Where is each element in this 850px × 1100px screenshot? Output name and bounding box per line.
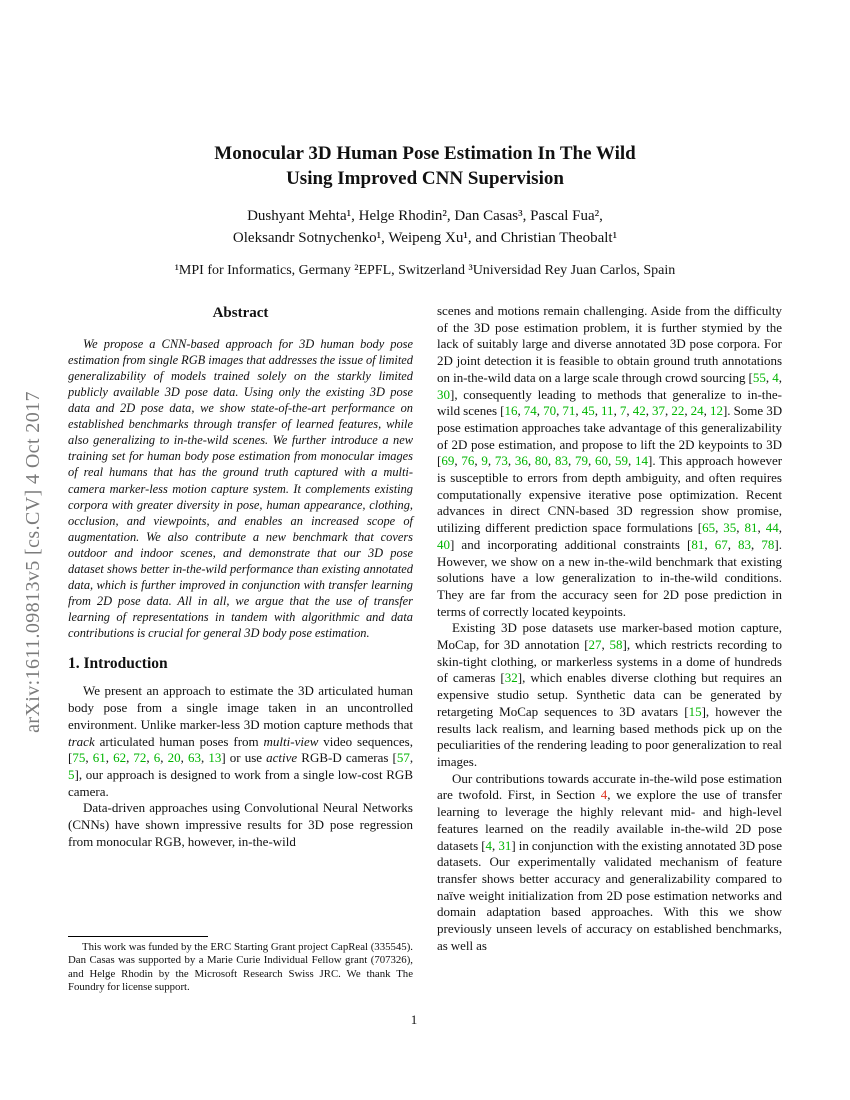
citation-link[interactable]: 78 [761,536,775,552]
text-segment: , [547,453,555,469]
text-segment: Data-driven approaches using Convolutional Neural Networks (CNNs) have shown impressive results for 3D pose regression from monocular RGB, however, in-the-wild [68,800,413,849]
citation-link[interactable]: 14 [635,453,648,469]
text-segment: ], however the results lack realism, and learning based methods pick up on the peculiarities of the rendering leading to poor generalization to real images. [437,703,782,769]
text-segment: ] and incorporating additional constraints [ [450,536,692,552]
text-segment: video sequences, [ [68,733,413,766]
text-segment: , [715,520,724,536]
abstract-heading: Abstract [212,305,269,321]
citation-link[interactable]: 24 [690,403,704,419]
citation-link[interactable]: 57 [396,750,410,766]
text-segment: , [778,520,783,536]
text-segment: , [626,403,633,419]
citation-link[interactable]: 59 [614,453,628,469]
text-segment: , [703,403,710,419]
text-segment: Our contributions towards accurate in-the-wild pose estimation are twofold. First, in Section [437,770,782,803]
citation-link[interactable]: 61 [92,750,106,766]
text-segment: ]. However, we show on a new in-the-wild benchmark that existing solutions have a low generalization to in-the-wild conditions. They are far from the accuracy seen for 2D pose prediction in terms of correctly located keypoints. [437,536,782,619]
citation-link[interactable]: 45 [581,403,595,419]
affiliations: ¹MPI for Informatics, Germany ²EPFL, Switzerland ³Universidad Rey Juan Carlos, Spain [174,263,676,278]
text-segment: track [68,733,95,749]
text-segment: ], our approach is designed to work from a single low-cost RGB camera. [68,767,413,799]
paper-page: arXiv:1611.09813v5 [cs.CV] 4 Oct 2017 Monocular 3D Human Pose Estimation In The Wild Using Improved CNN Supervision Dushyant Mehta¹, Helge Rhodin², Dan Casas³, Pascal Fua², Oleksandr Sotnychenko¹, Weipeng Xu¹, and Christian Theobalt¹ ¹MPI for Informatics, Germany ²EPFL, Switzerland ³Universidad Rey Juan Carlos, Spain Abstract We propose a CNN-based approach for 3D human body pose estimation from single RGB images that addresses the issue of limited generalizability of models trained solely on the starkly limited publicly available 3D pose data. Using only the existing 3D pose data and 2D pose data, we show state-of-the-art performance on established benchmarks through transfer of learned features, while also generalizing to in-the-wild scenes. We further introduce a new training set for human body pose estimation from monocular images of real humans that has the ground truth captured with a multi-camera marker-less motion capture system. It complements existing corpora with greater diversity in pose, human appearance, clothing, occlusion, and viewpoints, and enables an increased scope of augmentation. We also contribute a new benchmark that covers outdoor and indoor scenes, and demonstrate that our 3D pose dataset shows better in-the-wild performance than existing annotated data, which is further improved in conjunction with transfer learning from 2D pose data. All in all, we argue that the use of transfer learning of representations in tandem with algorithmic and data contributions is crucial for general 3D body pose estimation. 1. Introduction We present an approach to estimate the 3D articulated human body pose from a single image taken in an uncontrolled environment. Unlike marker-less 3D motion capture methods that track articulated human poses from multi-view video sequences, [75, 61, 62, 72, 6, 20, 63, 13] or use active RGB-D cameras [57, 5], our approach is designed to work from a single low-cost RGB camera. Data-driven approaches using Convolutional Neural Networks (CNNs) have shown impressive results for 3D pose regression from monocular RGB, however, in-the-wild scenes and motions remain challenging. Aside from the difficulty of the 3D pose estimation problem, it is further stymied by the lack of suitably large and diverse annotated 3D pose corpora. For 2D joint detection it is feasible to obtain ground truth annotations on in-the-wild data on a large scale through crowd sourcing [55, 4, 30], consequently leading to methods that generalize to in-the-wild scenes [16, 74, 70, 71, 45, 11, 7, 42, 37, 22, 24, 12]. Some 3D pose estimation approaches take advantage of this generalizability of 2D pose estimation, and propose to lift the 2D keypoints to 3D [69, 76, 9, 73, 36, 80, 83, 79, 60, 59, 14]. This approach however is susceptible to errors from depth ambiguity, and often requires computationally expensive iterative pose optimization. Recent advances in direct CNN-based 3D regression show promise, utilizing different prediction space formulations [65, 35, 81, 44, 40] and incorporating additional constraints [81, 67, 83, 78]. However, we show on a new in-the-wild benchmark that existing solutions have a low generalization to in-the-wild conditions. They are far from the accuracy seen for 2D pose prediction in terms of correctly located keypoints. Existing 3D pose datasets use marker-based motion capture, MoCap, for 3D annotation [27, 58], which restricts recording to skin-tight clothing, or markerless systems in a dome of hundreds of cameras [32], which enables diverse clothing but requires an expensive studio setup. Synthetic data can be generated by retargeting MoCap sequences to 3D avatars [15], however the results lack realism, and learning based methods pick up on the peculiarities of the rendering leading to poor generalization to real images. Our contributions towards accurate in-the-wild pose estimation are twofold. First, in Section 4, we explore the use of transfer learning to leverage the highly relevant mid- and high-level features learned on the readily available in-the-wild 2D pose datasets [4, 31] in conjunction with the existing annotated 3D pose datasets. Our experimentally validated mechanism of feature transfer shows better accuracy and generalizability compared to naïve weight initialization from 2D pose estimation networks and domain adaptation based approaches. With this we show previously unseen levels of accuracy on established benchmarks, as well as This work was funded by the ERC Starting Grant project CapReal (335545). Dan Casas was supported by a Marie Curie Individual Fellow grant (707326), and Helge Rhodin by the Microsoft Research Swiss JRC. We thank The Foundry for license support. 1 [0,0,850,1100]
text-segment: ], which restricts recording to skin-tight clothing, or markerless systems in a dome of hundreds of cameras [ [437,637,782,686]
citation-link[interactable]: 42 [632,403,646,419]
text-segment: ], consequently leading to methods that generalize to in-the-wild scenes [ [437,386,782,419]
text-segment: , [627,453,635,469]
text-segment: multi-view [263,733,319,749]
text-segment: , [607,453,615,469]
citation-link[interactable]: 12 [709,403,723,419]
citation-link[interactable]: 65 [702,520,716,536]
text-segment: ] in conjunction with the existing annotated 3D pose datasets. Our experimentally validated mechanism of feature transfer shows better accuracy and generalizability compared to naïve weight initialization from 2D pose estimation networks and domain adaptation based approaches. With this we show previously unseen levels of accuracy on established benchmarks, as well as [437,837,783,953]
citation-link[interactable]: 60 [594,453,608,469]
text-segment: , [736,520,745,536]
body-paragraph-contributions [437,771,782,955]
text-segment: , [474,453,482,469]
citation-link[interactable]: 62 [113,750,127,766]
citation-link[interactable]: 11 [601,403,614,419]
footnote-rule [68,936,208,937]
citation-link[interactable]: 32 [504,670,518,686]
paper-title-line-2: Using Improved CNN Supervision [286,168,564,189]
text-segment: , [727,536,739,552]
intro-paragraph-2 [68,800,413,850]
text-segment: , [704,536,715,552]
right-column [437,303,782,954]
citation-link[interactable]: 81 [744,520,758,536]
text-segment: , [613,403,620,419]
citation-link[interactable]: 9 [481,453,488,469]
text-segment: We present an approach to estimate the 3D articulated human body pose from a single image taken in an uncontrolled environment. Unlike marker-less 3D motion capture methods that [68,683,413,732]
citation-link[interactable]: 13 [208,750,222,766]
text-segment: , [778,369,782,385]
citation-link[interactable]: 4 [772,369,779,385]
citation-link[interactable]: 81 [691,536,705,552]
citation-link[interactable]: 76 [461,453,475,469]
text-segment: , [160,750,168,766]
citation-link[interactable]: 72 [133,750,147,766]
citation-link[interactable]: 63 [188,750,201,766]
citation-link[interactable]: 83 [738,536,752,552]
footnote [68,936,413,995]
citation-link[interactable]: 79 [574,453,588,469]
text-segment: , [594,403,602,419]
text-segment: , [645,403,652,419]
citation-link[interactable]: 7 [619,403,627,419]
text-segment: ]. This approach however is susceptible to errors from depth ambiguity, and often requires computationally expensive iterative pose optimization. Recent advances in direct CNN-based 3D regression show promise, utilizing different prediction space formulations [ [437,453,783,536]
body-paragraph-datasets [437,620,782,770]
citation-link[interactable]: 20 [167,750,181,766]
text-segment: , [507,453,515,469]
text-segment: , [409,750,414,766]
text-segment: , [492,837,499,853]
section-ref-link[interactable]: 4 [600,787,608,803]
author-line-1: Dushyant Mehta¹, Helge Rhodin², Dan Casas³, Pascal Fua², [247,208,603,224]
paper-title [0,141,850,191]
intro-paragraph-1 [68,683,413,800]
citation-link[interactable]: 16 [504,403,518,419]
author-line-2: Oleksandr Sotnychenko¹, Weipeng Xu¹, and Christian Theobalt¹ [232,229,618,246]
citation-link[interactable]: 5 [68,767,75,782]
text-segment: active [266,750,298,766]
text-segment: , [126,750,134,766]
citation-link[interactable]: 4 [485,837,493,853]
text-segment: , [751,536,762,552]
text-segment: ], which enables diverse clothing but requires an expensive studio setup. Synthetic data can be generated by retargeting MoCap sequences to 3D avatars [ [437,670,782,719]
text-segment: , [180,750,188,766]
text-segment: , [684,403,691,419]
text-segment: , [536,403,544,419]
text-segment: , [517,403,524,419]
abstract-text: We propose a CNN-based approach for 3D human body pose estimation from single RGB images that addresses the issue of limited generalizability of models trained solely on the starkly limited publicly available 3D pose data. Using only the existing 3D pose data and 2D pose data, we show state-of-the-art performance on established benchmarks through transfer of learned features, while also generalizing to in-the-wild scenes. We further introduce a new training set for human body pose estimation from monocular images of real humans that has the ground truth captured with a multi-camera marker-less motion capture system. It complements existing corpora with greater diversity in pose, human appearance, clothing, occlusion, and viewpoints, and enables an increased scope of augmentation. We also contribute a new benchmark that covers outdoor and indoor scenes, and demonstrate that our 3D pose dataset shows better in-the-wild performance than existing annotated data, which is further improved in conjunction with transfer learning from 2D pose data. All in all, we argue that the use of transfer learning of representations in tandem with algorithmic and data contributions is crucial for general 3D body pose estimation. [68,336,413,641]
text-segment: , [575,403,582,419]
citation-link[interactable]: 6 [153,750,161,766]
citation-link[interactable]: 74 [523,403,537,419]
citation-link[interactable]: 83 [554,453,568,469]
text-segment: , [556,403,563,419]
citation-link[interactable]: 55 [752,369,766,385]
citation-link[interactable]: 31 [498,837,512,853]
text-segment: ] or use [221,750,267,766]
text-segment: , [454,453,462,469]
text-segment: Existing 3D pose datasets use marker-based motion capture, MoCap, for 3D annotation [ [437,620,782,653]
citation-link[interactable]: 75 [72,750,86,766]
text-segment: , [587,453,595,469]
citation-link[interactable]: 80 [534,453,548,469]
author-list [0,206,850,249]
text-segment: , [765,369,773,385]
citation-link[interactable]: 27 [588,637,602,653]
citation-link[interactable]: 36 [514,453,528,469]
body-paragraph-continuation [437,303,782,620]
left-column [68,303,413,851]
text-segment: , [146,750,154,766]
text-segment: , [601,637,610,653]
text-segment: , [85,750,93,766]
text-segment: , [201,750,209,766]
text-segment: , [105,750,114,766]
citation-link[interactable]: 37 [652,403,665,419]
text-segment: ]. Some 3D pose estimation approaches take advantage of this generalizability of 2D pose estimation, and propose to lift the 2D keypoints to 3D [ [437,403,783,469]
citation-link[interactable]: 71 [562,403,576,419]
citation-link[interactable]: 58 [609,637,623,653]
citation-link[interactable]: 35 [723,520,737,536]
text-segment: RGB-D cameras [ [297,750,397,766]
text-segment: , [487,453,495,469]
page-number: 1 [410,1012,418,1027]
citation-link[interactable]: 44 [765,520,779,536]
citation-link[interactable]: 30 [437,386,450,402]
text-segment: , we explore the use of transfer learning to leverage the highly relevant mid- and high-level features learned on the readily available in-the-wild 2D pose datasets [ [437,787,782,853]
section-heading-introduction: 1. Introduction [68,655,168,673]
footnote-text: This work was funded by the ERC Starting Grant project CapReal (335545). Dan Casas was supported by a Marie Curie Individual Fellow grant (707326), and Helge Rhodin by the Microsoft Research Swiss JRC. We thank The Foundry for license support. [68,941,413,994]
text-segment: , [527,453,535,469]
text-segment: , [665,403,672,419]
text-segment: , [757,520,766,536]
citation-link[interactable]: 69 [441,453,455,469]
text-segment: , [567,453,575,469]
citation-link[interactable]: 15 [688,703,702,719]
text-segment: scenes and motions remain challenging. Aside from the difficulty of the 3D pose estimation problem, it is further stymied by the lack of suitably large and diverse annotated 3D pose corpora. For 2D joint detection it is feasible to obtain ground truth annotations on in-the-wild data on a large scale through crowd sourcing [ [437,303,782,385]
paper-title-line-1: Monocular 3D Human Pose Estimation In The Wild [214,143,636,164]
citation-link[interactable]: 40 [437,536,450,552]
citation-link[interactable]: 70 [543,403,557,419]
text-segment: articulated human poses from [94,733,264,749]
citation-link[interactable]: 67 [714,536,728,552]
citation-link[interactable]: 73 [494,453,508,469]
citation-link[interactable]: 22 [671,403,685,419]
